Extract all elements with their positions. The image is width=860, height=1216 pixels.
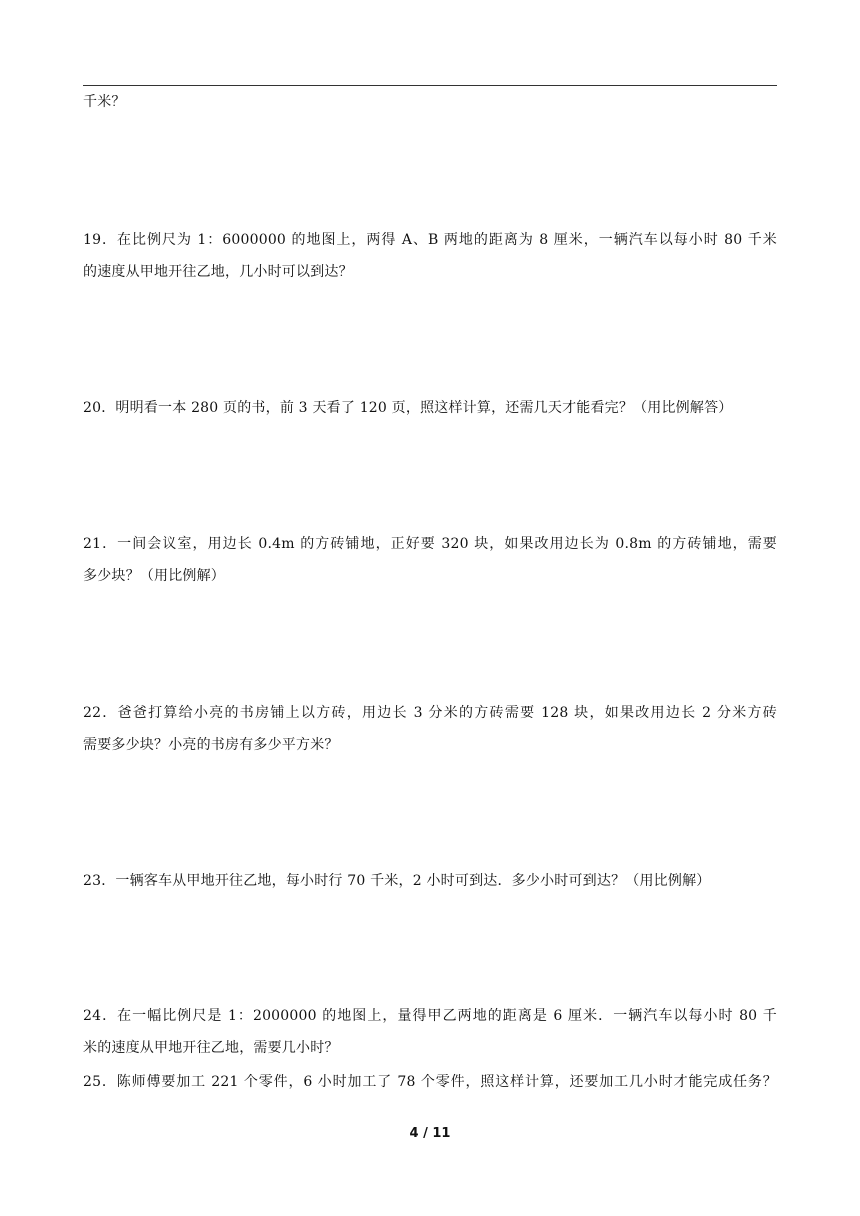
question-24-line-2: 米的速度从甲地开往乙地，需要几小时？ — [83, 1040, 339, 1056]
question-22-line-2: 需要多少块？小亮的书房有多少平方米？ — [83, 737, 339, 753]
question-21-line-2: 多少块？（用比例解） — [83, 568, 225, 584]
question-24-line-1: 24．在一幅比例尺是 1：2000000 的地图上，量得甲乙两地的距离是 6 厘米．一辆汽车以每小时 80 千 — [83, 1008, 777, 1024]
question-25-line-1: 25．陈师傅要加工 221 个零件，6 小时加工了 78 个零件，照这样计算，还要加工几小时才能完成任务？ — [83, 1074, 777, 1090]
question-23-line-1: 23．一辆客车从甲地开往乙地，每小时行 70 千米，2 小时可到达．多少小时可到达？（用比例解） — [83, 873, 711, 889]
page-number: 4 / 11 — [409, 1126, 451, 1141]
question-22-line-1: 22．爸爸打算给小亮的书房铺上以方砖，用边长 3 分米的方砖需要 128 块，如果改用边长 2 分米方砖 — [83, 705, 777, 721]
question-21-line-1: 21．一间会议室，用边长 0.4m 的方砖铺地，正好要 320 块，如果改用边长为 0.8m 的方砖铺地，需要 — [83, 536, 777, 552]
question-20-line-1: 20．明明看一本 280 页的书，前 3 天看了 120 页，照这样计算，还需几天才能看完？（用比例解答） — [83, 400, 733, 416]
continuation-text: 千米？ — [83, 94, 126, 110]
question-19-line-1: 19．在比例尺为 1：6000000 的地图上，两得 A、B 两地的距离为 8 厘米，一辆汽车以每小时 80 千米 — [83, 232, 777, 248]
question-19-line-2: 的速度从甲地开往乙地，几小时可以到达？ — [83, 264, 353, 280]
header-rule — [83, 85, 777, 86]
